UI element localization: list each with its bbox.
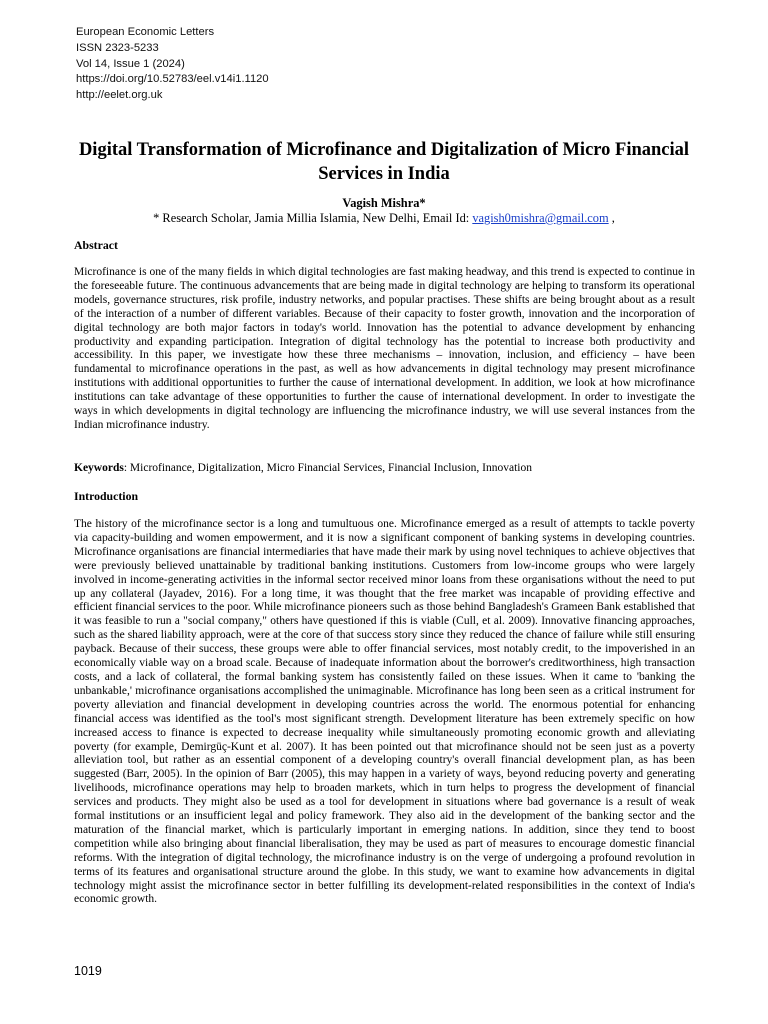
author-affiliation [60, 211, 708, 226]
keywords-section [74, 462, 695, 476]
abstract-text: Microfinance is one of the many fields in which digital technologies are fast making headway, and this trend is expected to continue in the foreseeable future. The continuous advancements that are being made in digital technology are helping to transform its operational models, governance structures, risk profile, industry networks, and popular practises. These shifts are being brought about as a result of the interaction of a number of different variables. Because of their capacity to foster growth, innovation and the incorporation of digital technology are both major factors in today's world. Innovation has the potential to advance development by enhancing productivity and expanding participation. Integration of digital technology has the potential to increase both productivity and accessibility. In this paper, we investigate how these three mechanisms – innovation, inclusion, and efficiency – have been fundamental to microfinance operations in the past, as well as how advancements in digital technology may present microfinance institutions with additional opportunities to further the cause of international development. In addition, we look at how microfinance institutions can take advantage of these opportunities to further the cause of international development. In order to investigate the ways in which developments in digital technology are influencing the microfinance industry, we will use several instances from the Indian microfinance industry. [74, 266, 695, 431]
abstract-section [74, 266, 695, 433]
abstract-heading-block [74, 239, 695, 253]
affiliation-text: * Research Scholar, Jamia Millia Islamia, New Delhi, Email Id: [153, 211, 473, 225]
journal-doi: https://doi.org/10.52783/eel.v14i1.1120 [76, 73, 269, 86]
journal-url: http://eelet.org.uk [76, 89, 163, 102]
journal-volume: Vol 14, Issue 1 (2024) [76, 57, 185, 70]
abstract-heading: Abstract [74, 238, 118, 252]
keywords-text: : Microfinance, Digitalization, Micro Financial Services, Financial Inclusion, Innovation [123, 462, 532, 474]
journal-issn: ISSN 2323-5233 [76, 41, 159, 54]
author-name: Vagish Mishra* [342, 196, 426, 210]
page-number: 1019 [74, 964, 102, 978]
journal-header [76, 25, 269, 104]
introduction-section [74, 518, 695, 907]
keywords-label: Keywords [74, 462, 124, 474]
introduction-text: The history of the microfinance sector is a long and tumultuous one. Microfinance emerged as a result of attempts to tackle poverty via capacity-building and women empowerment, and it is now a significant component of banking systems in developing countries. Microfinance organisations are financial intermediaries that have made their mark by using novel techniques to achieve objectives that were previously believed unattainable by traditional banking institutions. Customers from low-income groups who were largely involved in income-generating activities in the informal sector received minor loans from these organisations without the need to put up any collateral (Jayadev, 2016). For a long time, it was thought that the free market was incapable of providing effective and efficient financial services to the poor. While microfinance pioneers such as those behind Bangladesh's Grameen Bank established that it was feasible to run a "social company," others have questioned if this is viable (Cull, et al. 2009). Innovative financing approaches, such as the shared liability approach, were at the core of that success story since they reduced the chance of failure while still ensuring payback. Because of their success, these groups were able to offer financial services, most notably credit, to the impoverished in an economically viable way on a broad scale. Because of inadequate information about the borrower's creditworthiness, high transaction costs, and a lack of collateral, the formal banking system has consistently failed on these issues. When it came to 'banking the unbankable,' microfinance organisations accomplished the unimaginable. Microfinance has long been seen as a critical instrument for poverty alleviation and financial development in developing countries across the world. The enormous potential for enhancing financial access was identified as the tool's most significant strength. Development literature has been extremely specific on how increased access to finance is expected to decrease inequality while simultaneously promoting economic growth and alleviating poverty (for example, Demirgüç-Kunt et al. 2007). It has been pointed out that microfinance should not be seen just as a poverty alleviation tool, but rather as an essential component of a developing country's overall financial development plan, as has been suggested (Barr, 2005). In the opinion of Barr (2005), this may happen in a variety of ways, beyond reducing poverty and generating livelihoods, microfinance operations may help to broaden markets, which in turn helps to progress the development of financial services and products. They might also be used as a tool for development in situations where bad governance is a result of weak formal institutions or an insufficient legal and policy framework. They also aid in the development of the banking sector and the maturation of the financial market, which is particularly important in emerging nations. In addition, since they tend to boost competition while also bringing about financial liberalisation, they may be used as part of measures to encourage domestic financial reforms. With the integration of digital technology, the microfinance industry is on the verge of undergoing a profound revolution in terms of its features and organisational structure around the globe. In this study, we want to examine how advancements in digital technology might assist the microfinance sector in better fulfilling its development-related responsibilities in the context of India's economic growth. [74, 518, 695, 906]
author-email-link[interactable]: vagish0mishra@gmail.com [472, 211, 609, 225]
paper-title: Digital Transformation of Microfinance and Digitalization of Micro Financial Services in India [78, 140, 690, 184]
introduction-heading: Introduction [74, 489, 139, 503]
journal-name: European Economic Letters [76, 26, 215, 38]
introduction-heading-block [74, 490, 695, 504]
affiliation-suffix: , [608, 211, 615, 225]
